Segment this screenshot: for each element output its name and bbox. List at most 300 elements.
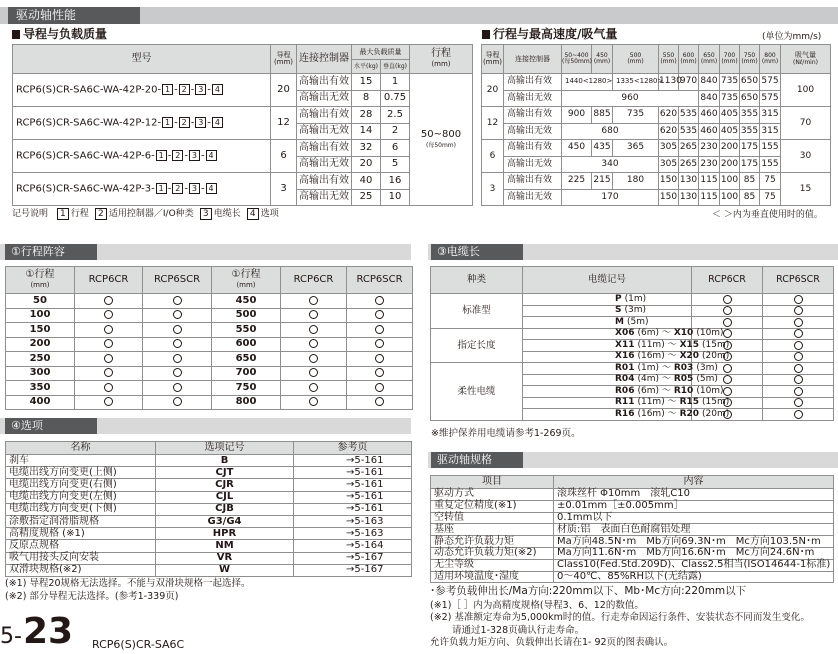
stroke-value: 700 (212, 366, 281, 381)
speed-cell: 365 (613, 140, 659, 157)
legend-item: 适用控制器／I/O种类 (108, 209, 194, 219)
option-code: W (156, 564, 294, 576)
speed-cell: 1440<1280> (562, 74, 613, 91)
lead-cell: 12 (482, 107, 504, 140)
table-row (13, 107, 473, 124)
option-box: 4 (206, 183, 217, 194)
available-mark (794, 341, 803, 350)
speed-cell: 620 (659, 123, 679, 140)
speed-cell: 885 (592, 107, 613, 124)
available-mark (104, 354, 113, 363)
option-code: CJB (156, 503, 294, 515)
option-name: 吸气用接头反向安装 (6, 552, 156, 564)
available-mark (375, 296, 384, 305)
spec-value: Ma方向11.6N･m Mb方向16.6N･m Mc方向24.6N･m (554, 547, 834, 559)
available-mark (173, 296, 182, 305)
col-stroke: 550 (mm) (659, 45, 679, 74)
speed-cell: 130 (679, 189, 699, 206)
cable-table (430, 266, 834, 421)
table-row (6, 366, 413, 381)
option-page-link[interactable]: →5-163 (294, 515, 412, 527)
spec-section-title: 驱动轴规格 (431, 452, 523, 468)
option-code: CJR (156, 479, 294, 491)
table-row (6, 491, 412, 503)
available-mark (173, 325, 182, 334)
table-row (431, 559, 834, 571)
suction-cell: 70 (781, 107, 831, 140)
controller-cell: 高输出有效 (504, 173, 562, 190)
option-page-link[interactable]: →5-161 (294, 455, 412, 467)
speed-table (481, 44, 831, 206)
available-mark (794, 398, 803, 407)
cable-code: X06 (6m) ～ X10 (10m) (523, 328, 692, 340)
table-row (482, 189, 831, 206)
spec-item: 无尘等级 (431, 559, 554, 571)
spec-notes (430, 585, 810, 650)
option-code: G3/G4 (156, 515, 294, 527)
available-mark (104, 339, 113, 348)
cable-col-header: RCP6SCR (763, 267, 834, 294)
speed-cell: 450 (562, 140, 592, 157)
option-box: 3 (189, 150, 200, 161)
cable-type: 标准型 (431, 294, 523, 329)
vertical-cell: 2 (381, 123, 410, 140)
table-row (431, 536, 834, 548)
col-stroke: 450 (mm) (592, 45, 613, 74)
spec-col-header: 项目 (431, 476, 554, 489)
speed-cell: 180 (613, 173, 659, 190)
vertical-cell: 2.5 (381, 107, 410, 124)
available-mark (723, 306, 732, 315)
spec-item: 驱动方式 (431, 489, 554, 501)
vertical-cell: 5 (381, 156, 410, 173)
speed-cell: 900 (562, 107, 592, 124)
speed-cell: 650 (740, 74, 760, 91)
section-title: 驱动轴性能 (8, 7, 140, 24)
option-name: 电缆出线方向变更(左侧) (6, 491, 156, 503)
option-box: 3 (189, 183, 200, 194)
spec-note: (※2) 基准额定寿命为5,000km时的值。行走寿命因运行条件、安装状态不同而发生变化。 (430, 612, 810, 623)
page-prefix: 5- (0, 624, 22, 649)
lead-payload-heading: 导程与负载质量 (12, 26, 107, 42)
speed-cell: 1130 (659, 74, 679, 91)
speed-cell: 315 (760, 123, 781, 140)
cable-note: ※维护保养用电缆请参考1-269页。 (431, 428, 581, 439)
speed-cell: 305 (659, 140, 679, 157)
option-name: 刹车 (6, 455, 156, 467)
lead-cell: 20 (482, 74, 504, 107)
table-row (6, 352, 413, 367)
stroke-value: 200 (6, 337, 75, 352)
stroke-value: 250 (6, 352, 75, 367)
suction-cell: 15 (781, 173, 831, 206)
table-row (431, 489, 834, 501)
available-mark (104, 325, 113, 334)
speed-cell: 315 (760, 107, 781, 124)
stroke-value: 100 (6, 308, 75, 323)
col-controller: 连接控制器 (297, 45, 352, 74)
controller-cell: 高输出有效 (504, 107, 562, 124)
option-code: NM (156, 540, 294, 552)
col-stroke: 750 (mm) (740, 45, 760, 74)
option-code: CJL (156, 491, 294, 503)
options-col-header: 参考页 (294, 442, 412, 455)
available-mark (723, 364, 732, 373)
speed-cell: 130 (679, 173, 699, 190)
col-stroke: 500 (mm) (613, 45, 659, 74)
stroke-speed-heading: 行程与最高速度/吸气量 (482, 26, 617, 42)
col-stroke: ①行程 (mm) (6, 267, 75, 294)
col-stroke: 600 (mm) (679, 45, 699, 74)
col-stroke: 800 (mm) (760, 45, 781, 74)
table-row (482, 90, 831, 107)
vertical-cell: 16 (381, 173, 410, 190)
table-row (431, 328, 834, 340)
stroke-value: 50 (6, 294, 75, 309)
speed-cell: 960 (562, 90, 699, 107)
col-stroke: 50~400 (每50mm) (562, 45, 592, 74)
table-row (13, 74, 473, 91)
col-rcp6scr: RCP6SCR (347, 267, 413, 294)
stroke-value: 400 (6, 395, 75, 410)
option-page-link[interactable]: →5-161 (294, 503, 412, 515)
options-note: (※2) 部分导程无法选择。(参考1-339页) (5, 591, 179, 602)
model-cell: RCP6(S)CR-SA6C-WA-42P-20- 1 - 2 - 3 - 4 (13, 74, 271, 107)
option-name: 高精度规格 (※1) (6, 528, 156, 540)
footer-model: RCP6(S)CR-SA6C (92, 638, 185, 651)
table-row (482, 140, 831, 157)
vertical-cell: 10 (381, 189, 410, 206)
available-mark (173, 310, 182, 319)
speed-cell: 305 (659, 156, 679, 173)
col-stroke: 650 (mm) (699, 45, 720, 74)
lead-cell: 20 (271, 74, 297, 107)
available-mark (375, 325, 384, 334)
speed-cell: 650 (740, 90, 760, 107)
stroke-value: 750 (212, 381, 281, 396)
available-mark (173, 339, 182, 348)
spec-value: Ma方向48.5N･m Mb方向69.3N･m Mc方向103.5N･m (554, 536, 834, 548)
speed-note: ＜ ＞内为垂直使用时的值。 (712, 210, 823, 220)
table-row (6, 479, 412, 491)
table-row (482, 156, 831, 173)
available-mark (173, 397, 182, 406)
speed-cell: 200 (720, 140, 740, 157)
cable-code: R16 (16m) ～ R20 (20m) (523, 409, 692, 421)
option-page-link[interactable]: →5-167 (294, 552, 412, 564)
option-name: 电缆出线方向变更(右侧) (6, 479, 156, 491)
suction-cell: 100 (781, 74, 831, 107)
available-mark (794, 410, 803, 419)
horizontal-cell: 25 (352, 189, 381, 206)
vertical-cell: 6 (381, 140, 410, 157)
col-suction: 吸气量 (Nℓ/min) (781, 45, 831, 74)
available-mark (723, 375, 732, 384)
lead-payload-table (12, 44, 473, 206)
speed-cell: 575 (760, 74, 781, 91)
option-code: CJT (156, 467, 294, 479)
legend-item: 电缆长 (213, 209, 241, 219)
lead-cell: 3 (482, 173, 504, 206)
spec-item: 适用环境温度･湿度 (431, 571, 554, 583)
col-lead: 导程 (mm) (482, 45, 504, 74)
legend: 记号说明 1 行程 2 适用控制器／I/O种类 3 电缆长 4 选项 (12, 208, 279, 219)
table-row (431, 363, 834, 375)
speed-cell: 265 (679, 140, 699, 157)
speed-cell: 435 (592, 140, 613, 157)
option-box: 4 (212, 84, 223, 95)
spec-item: 基座 (431, 524, 554, 536)
controller-cell: 高输出无效 (504, 123, 562, 140)
option-box: 1 (156, 150, 167, 161)
speed-cell: 620 (659, 107, 679, 124)
model-cell: RCP6(S)CR-SA6C-WA-42P-3- 1 - 2 - 3 - 4 (13, 173, 271, 206)
lead-cell: 3 (271, 173, 297, 206)
available-mark (375, 368, 384, 377)
spec-value: 0～40℃、85%RH以下(无结露) (554, 571, 834, 583)
axis-spec-table (430, 475, 834, 583)
table-row (482, 123, 831, 140)
spec-value: Class10(Fed.Std.209D)、Class2.5相当(ISO14644-1标准) (554, 559, 834, 571)
option-page-link[interactable]: →5-164 (294, 540, 412, 552)
spec-note: 允许负载力矩方向、负载伸出长请在1- 92页的图表确认。 (430, 637, 674, 648)
speed-cell: 100 (720, 189, 740, 206)
stroke-value: 500 (212, 308, 281, 323)
stroke-value: 150 (6, 323, 75, 338)
available-mark (104, 296, 113, 305)
table-row (6, 395, 413, 410)
cable-code: R01 (1m) ～ R03 (3m) (523, 363, 692, 375)
speed-cell: 680 (562, 123, 659, 140)
table-row (6, 540, 412, 552)
col-rcp6cr: RCP6CR (75, 267, 143, 294)
option-name: 反原点规格 (6, 540, 156, 552)
horizontal-cell: 8 (352, 90, 381, 107)
available-mark (309, 368, 318, 377)
speed-cell: 230 (699, 140, 720, 157)
table-row (6, 381, 413, 396)
page-number: 23 (23, 611, 74, 652)
col-stroke: 700 (mm) (720, 45, 740, 74)
stroke-section-title: ①行程阵容 (5, 244, 97, 260)
available-mark (794, 306, 803, 315)
speed-cell: 115 (699, 173, 720, 190)
option-box: 1 (162, 117, 173, 128)
available-mark (794, 295, 803, 304)
available-mark (723, 295, 732, 304)
available-mark (173, 383, 182, 392)
option-box: 1 (156, 183, 167, 194)
options-notes (5, 577, 251, 603)
legend-box: 4 (247, 208, 259, 220)
legend-item: 选项 (260, 209, 279, 219)
legend-box: 1 (57, 208, 69, 220)
table-row (13, 140, 473, 157)
speed-cell: 155 (760, 140, 781, 157)
available-mark (309, 325, 318, 334)
spec-col-header: 内容 (554, 476, 834, 489)
cable-section-title: ③电缆长 (431, 244, 523, 260)
col-horizontal: 水平(kg) (352, 60, 381, 74)
available-mark (309, 339, 318, 348)
option-box: 3 (195, 84, 206, 95)
speed-cell: 175 (740, 140, 760, 157)
stroke-value: 450 (212, 294, 281, 309)
option-page-link[interactable]: →5-161 (294, 467, 412, 479)
speed-cell: 230 (699, 156, 720, 173)
spec-note: (※1)［ ］内为高精度规格(导程3、6、12的数值。 (430, 599, 644, 611)
option-box: 2 (179, 84, 190, 95)
option-box: 3 (195, 117, 206, 128)
table-row (6, 337, 413, 352)
speed-cell: 100 (720, 173, 740, 190)
cable-code: R06 (6m) ～ R10 (10m) (523, 386, 692, 398)
col-payload: 最大负载质量 (352, 45, 410, 60)
option-name: 电缆出线方向变更(下侧) (6, 503, 156, 515)
spec-value: 滚珠丝杆 Φ10mm 滚轧C10 (554, 489, 834, 501)
options-col-header: 名称 (6, 442, 156, 455)
option-page-link[interactable]: →5-161 (294, 491, 412, 503)
controller-cell: 高输出无效 (297, 189, 352, 206)
option-name: 双滑块规格(※2) (6, 564, 156, 576)
speed-cell: 85 (740, 189, 760, 206)
stroke-value: 650 (212, 352, 281, 367)
speed-cell: 1335<1280> (613, 74, 659, 91)
speed-cell: 355 (740, 123, 760, 140)
option-page-link[interactable]: →5-167 (294, 564, 412, 576)
speed-cell: 840 (699, 90, 720, 107)
horizontal-cell: 20 (352, 156, 381, 173)
available-mark (375, 397, 384, 406)
col-rcp6cr: RCP6CR (281, 267, 347, 294)
available-mark (723, 398, 732, 407)
speed-cell: 225 (562, 173, 592, 190)
option-box: 2 (179, 117, 190, 128)
option-page-link[interactable]: →5-161 (294, 479, 412, 491)
available-mark (794, 329, 803, 338)
available-mark (375, 383, 384, 392)
available-mark (309, 296, 318, 305)
speed-cell: 75 (760, 173, 781, 190)
controller-cell: 高输出无效 (504, 90, 562, 107)
speed-cell: 405 (720, 123, 740, 140)
speed-cell: 340 (562, 156, 659, 173)
available-mark (723, 352, 732, 361)
table-row (6, 455, 412, 467)
table-row (6, 528, 412, 540)
col-model: 型号 (13, 45, 271, 74)
available-mark (723, 329, 732, 338)
speed-cell: 175 (740, 156, 760, 173)
controller-cell: 高输出无效 (297, 90, 352, 107)
options-section-title: ④选项 (5, 418, 97, 434)
speed-cell: 735 (720, 90, 740, 107)
spec-note: ･参考负载伸出长/Ma方向:220mm以下、Mb･Mc方向:220mm以下 (430, 585, 747, 597)
cable-code: R04 (4m) ～ R05 (5m) (523, 374, 692, 386)
available-mark (723, 341, 732, 350)
spec-item: 空转值 (431, 512, 554, 524)
speed-cell: 735 (720, 74, 740, 91)
controller-cell: 高输出有效 (297, 74, 352, 91)
table-row (431, 524, 834, 536)
controller-cell: 高输出无效 (504, 156, 562, 173)
speed-cell: 460 (699, 107, 720, 124)
table-row (6, 467, 412, 479)
speed-cell: 215 (592, 173, 613, 190)
cable-type: 柔性电缆 (431, 363, 523, 421)
available-mark (104, 397, 113, 406)
suction-cell: 30 (781, 140, 831, 173)
option-box: 2 (172, 183, 183, 194)
table-row (6, 323, 413, 338)
stroke-value: 550 (212, 323, 281, 338)
option-page-link[interactable]: →5-163 (294, 528, 412, 540)
speed-cell: 200 (720, 156, 740, 173)
stroke-value: 800 (212, 395, 281, 410)
available-mark (794, 387, 803, 396)
col-rcp6scr: RCP6SCR (143, 267, 212, 294)
option-box: 4 (206, 150, 217, 161)
vertical-cell: 1 (381, 74, 410, 91)
speed-cell: 405 (720, 107, 740, 124)
cable-code: X11 (11m) ～ X15 (15m) (523, 340, 692, 352)
table-row (6, 294, 413, 309)
available-mark (375, 354, 384, 363)
speed-cell: 535 (679, 107, 699, 124)
available-mark (309, 310, 318, 319)
stroke-matrix-table (5, 266, 413, 410)
col-controller: 连接控制器 (504, 45, 562, 74)
col-lead: 导程 (mm) (271, 45, 297, 74)
spec-value: ±0.01mm［±0.005mm］ (554, 500, 834, 512)
speed-cell: 75 (760, 189, 781, 206)
table-row (6, 308, 413, 323)
horizontal-cell: 28 (352, 107, 381, 124)
controller-cell: 高输出无效 (297, 156, 352, 173)
stroke-range-cell: 50~800 (每50mm) (410, 74, 473, 206)
horizontal-cell: 40 (352, 173, 381, 190)
cable-col-header: 种类 (431, 267, 523, 294)
available-mark (104, 383, 113, 392)
table-row (431, 571, 834, 583)
speed-cell: 735 (613, 107, 659, 124)
stroke-value: 350 (6, 381, 75, 396)
available-mark (723, 387, 732, 396)
cable-code: M (5m) (523, 317, 692, 329)
horizontal-cell: 15 (352, 74, 381, 91)
table-row (13, 173, 473, 190)
legend-item: 行程 (70, 209, 89, 219)
controller-cell: 高输出有效 (504, 74, 562, 91)
controller-cell: 高输出有效 (297, 173, 352, 190)
speed-cell: 840 (699, 74, 720, 91)
available-mark (723, 410, 732, 419)
model-cell: RCP6(S)CR-SA6C-WA-42P-12- 1 - 2 - 3 - 4 (13, 107, 271, 140)
available-mark (794, 318, 803, 327)
options-table (5, 441, 412, 577)
lead-cell: 12 (271, 107, 297, 140)
spec-note: 请通过1-328页确认行走寿命。 (430, 624, 585, 636)
spec-item: 静态允许负载力矩 (431, 536, 554, 548)
cable-type: 指定长度 (431, 328, 523, 363)
speed-cell: 355 (740, 107, 760, 124)
model-cell: RCP6(S)CR-SA6C-WA-42P-6- 1 - 2 - 3 - 4 (13, 140, 271, 173)
col-stroke: ①行程 (mm) (212, 267, 281, 294)
available-mark (309, 354, 318, 363)
table-row (6, 515, 412, 527)
speed-cell: 150 (659, 173, 679, 190)
controller-cell: 高输出有效 (297, 107, 352, 124)
